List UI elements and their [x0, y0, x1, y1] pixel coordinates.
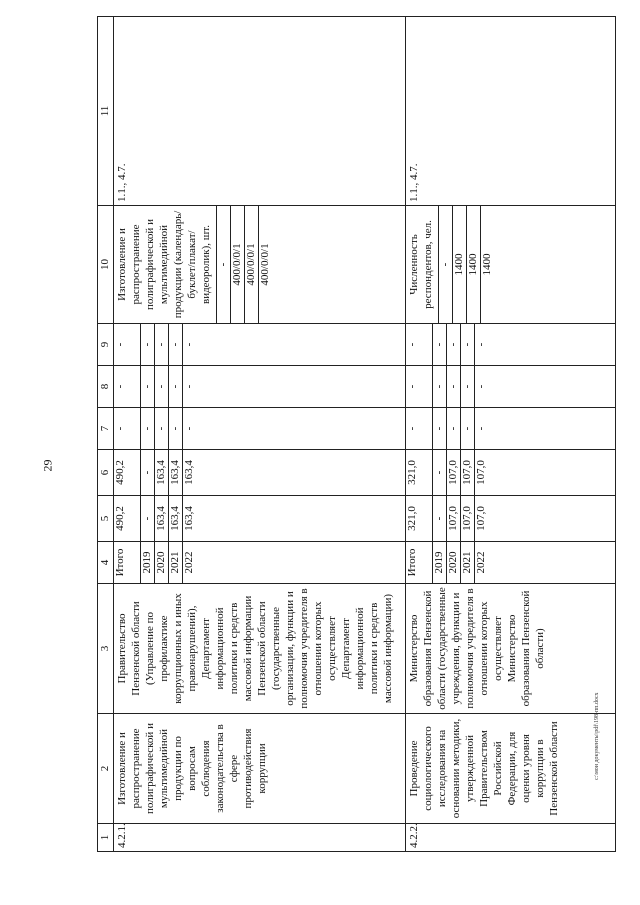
year: Итого: [114, 548, 126, 577]
value: -: [169, 324, 183, 365]
col6-list: [406, 450, 488, 495]
col6-list: [114, 450, 196, 495]
col9-cell: [406, 324, 616, 366]
col7-list: [114, 408, 196, 449]
value: -: [114, 342, 126, 347]
spacer: [419, 408, 433, 449]
value: -: [447, 324, 461, 365]
value: 163,4: [169, 496, 183, 541]
measure-name: Изготовление и распространение полиграфической и мультимедийной продукции по вопросам соблюдения законодательства в сфере противодействия коррупции: [114, 714, 406, 824]
executor: Министерство образования Пензенской области (государственные учреждения, функции и полномочия учредителя в отношении которых осуществляет Министерство образования Пензенской области): [406, 584, 616, 714]
value: 163,4: [155, 450, 169, 495]
value: -: [433, 408, 447, 449]
spacer: [419, 496, 433, 541]
spacer: [419, 542, 433, 583]
value: 1400: [481, 206, 495, 323]
value: -: [461, 366, 475, 407]
year: 2022: [475, 542, 489, 583]
col-header: 8: [98, 366, 114, 408]
col8-cell: [114, 366, 406, 408]
years-cell: [406, 542, 616, 584]
row-code: 4.2.1.: [114, 824, 406, 852]
table-row: [406, 17, 616, 852]
year: 2019: [433, 542, 447, 583]
value: 400/0/0/1: [259, 206, 273, 323]
value: 400/0/0/1: [231, 206, 245, 323]
value: 490,2: [114, 460, 126, 485]
year: 2021: [169, 542, 183, 583]
col8-cell: [406, 366, 616, 408]
year: 2022: [183, 542, 197, 583]
value: 163,4: [169, 450, 183, 495]
value: -: [475, 366, 489, 407]
value: -: [183, 408, 197, 449]
measure-name: Проведение социологического исследования на основании методики, утвержденной Правительством Российской Федерации, для оценки уровня коррупции в Пензенской области: [406, 714, 616, 824]
value: 163,4: [183, 496, 197, 541]
value: -: [475, 324, 489, 365]
value: 321,0: [406, 460, 418, 485]
value: -: [183, 324, 197, 365]
year: 2019: [141, 542, 155, 583]
value: -: [439, 262, 451, 267]
col8-list: [114, 366, 196, 407]
value: -: [169, 366, 183, 407]
indicator-cell: [406, 206, 616, 324]
year: 2021: [461, 542, 475, 583]
col-header: 3: [98, 584, 114, 714]
spacer: [127, 408, 141, 449]
years-cell: [114, 542, 406, 584]
ref-cell: 1.1., 4.7.: [114, 17, 406, 206]
col9-list: [114, 324, 196, 365]
measures-table: [97, 16, 616, 852]
value: -: [217, 262, 229, 267]
ref-cell: 1.1., 4.7.: [406, 17, 616, 206]
col-header: 9: [98, 324, 114, 366]
value: -: [169, 408, 183, 449]
value: 107,0: [447, 450, 461, 495]
col5-cell: [114, 496, 406, 542]
value: 400/0/0/1: [245, 206, 259, 323]
rotated-table-frame: [97, 17, 615, 852]
value: 163,4: [183, 450, 197, 495]
value: -: [433, 496, 447, 541]
col7-cell: [406, 408, 616, 450]
year: 2020: [447, 542, 461, 583]
value: 490,2: [114, 506, 126, 531]
value: -: [447, 408, 461, 449]
value: -: [433, 324, 447, 365]
spacer: [419, 366, 433, 407]
col-header: 5: [98, 496, 114, 542]
col5-cell: [406, 496, 616, 542]
row-code: 4.2.2.: [406, 824, 616, 852]
spacer: [127, 542, 141, 583]
col-header: 4: [98, 542, 114, 584]
col6-cell: [114, 450, 406, 496]
col9-list: [406, 324, 488, 365]
value: 1400: [467, 206, 481, 323]
year: 2020: [155, 542, 169, 583]
value: 107,0: [475, 496, 489, 541]
spacer: [127, 324, 141, 365]
spacer: [419, 450, 433, 495]
value: 107,0: [447, 496, 461, 541]
indicator-label: Изготовление и распространение полиграфической и мультимедийной продукции (календарь/буклет/плакат/видеоролик), шт.: [116, 210, 212, 319]
table-row: [114, 17, 406, 852]
col-header: 10: [98, 206, 114, 324]
value: -: [406, 384, 418, 389]
footer-path: c:\мои документы\pdf\198-пп.docx: [594, 692, 600, 780]
spacer: [127, 450, 141, 495]
value: -: [141, 496, 155, 541]
value: -: [433, 366, 447, 407]
value: 163,4: [155, 496, 169, 541]
value: -: [475, 408, 489, 449]
col5-list: [114, 496, 196, 541]
value: 107,0: [475, 450, 489, 495]
col6-cell: [406, 450, 616, 496]
col7-list: [406, 408, 488, 449]
spacer: [127, 366, 141, 407]
value: 107,0: [461, 496, 475, 541]
value: -: [114, 384, 126, 389]
value: -: [447, 366, 461, 407]
col-header: 1: [98, 824, 114, 852]
years-list: [406, 542, 488, 583]
value: -: [155, 324, 169, 365]
value: -: [155, 408, 169, 449]
col-header: 6: [98, 450, 114, 496]
value: -: [461, 324, 475, 365]
indicator-values: [438, 206, 494, 323]
col5-list: [406, 496, 488, 541]
spacer: [127, 496, 141, 541]
value: -: [406, 342, 418, 347]
col7-cell: [114, 408, 406, 450]
value: -: [155, 366, 169, 407]
value: -: [183, 366, 197, 407]
executor: Правительство Пензенской области (Управление по профилактике коррупционных и иных правонарушений), Департамент информационной политики и средств массовой информации Пензенской области (государственные организации, функции и полномочия учредителя в отношении которых осуществляет Департамент информационной политики и средств массовой информации): [114, 584, 406, 714]
value: -: [433, 450, 447, 495]
page-number: 29: [40, 459, 55, 472]
years-list: [114, 542, 196, 583]
spacer: [419, 324, 433, 365]
value: -: [141, 366, 155, 407]
col-header: 11: [98, 17, 114, 206]
value: -: [406, 426, 418, 431]
value: 321,0: [406, 506, 418, 531]
value: -: [141, 408, 155, 449]
indicator-values: [216, 206, 272, 323]
col-header: 7: [98, 408, 114, 450]
value: -: [461, 408, 475, 449]
indicator-cell: [114, 206, 406, 324]
value: -: [114, 426, 126, 431]
col9-cell: [114, 324, 406, 366]
year: Итого: [406, 548, 418, 577]
value: 107,0: [461, 450, 475, 495]
value: -: [141, 324, 155, 365]
col-header: 2: [98, 714, 114, 824]
column-number-row: [98, 17, 114, 852]
col8-list: [406, 366, 488, 407]
indicator-label: Численность респондентов, чел.: [408, 220, 434, 309]
value: 1400: [453, 206, 467, 323]
value: -: [141, 450, 155, 495]
